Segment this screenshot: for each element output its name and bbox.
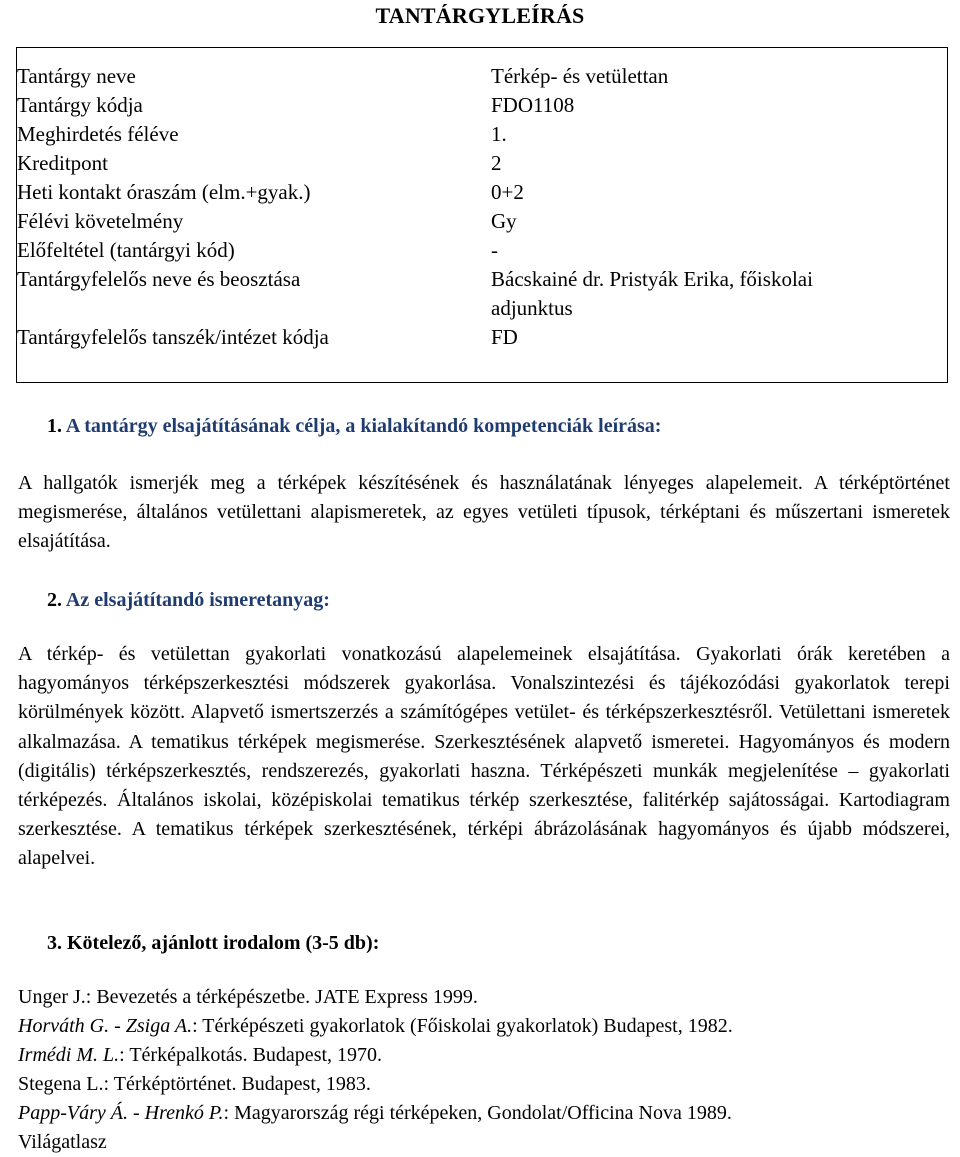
literature-item	[18, 1099, 950, 1128]
meta-label: Tantárgyfelelős neve és beosztása	[17, 267, 301, 291]
literature-title: Bevezetés a térképészetbe. JATE Express 1999.	[96, 986, 478, 1008]
literature-author: Irmédi M. L.	[18, 1044, 120, 1066]
meta-row	[17, 91, 947, 120]
literature-list	[18, 983, 950, 1157]
meta-row	[17, 62, 947, 91]
section-title: Kötelező, ajánlott irodalom (3-5 db):	[67, 932, 380, 954]
literature-author: Horváth G. - Zsiga A.	[18, 1015, 193, 1037]
meta-row	[17, 178, 947, 207]
section-number: 1.	[47, 415, 62, 437]
meta-value: Bácskainé dr. Pristyák Erika, főiskolai adjunktus	[491, 267, 813, 320]
section-1-heading	[47, 412, 661, 440]
literature-item	[18, 983, 950, 1012]
section-number: 2.	[47, 589, 62, 611]
literature-item	[18, 1070, 950, 1099]
literature-author: Unger J.	[18, 986, 86, 1008]
meta-value: Térkép- és vetülettan	[491, 64, 669, 88]
meta-row	[17, 149, 947, 178]
meta-label: Meghirdetés féléve	[17, 122, 179, 146]
literature-item	[18, 1041, 950, 1070]
meta-row	[17, 236, 947, 265]
meta-label: Tantárgy neve	[17, 64, 136, 88]
meta-value: 0+2	[491, 180, 524, 204]
section-2-heading	[47, 586, 330, 614]
literature-title: Világatlasz	[18, 1131, 107, 1153]
meta-row	[17, 207, 947, 236]
section-2-text: A térkép- és vetülettan gyakorlati vonatkozású alapelemeinek elsajátítása. Gyakorlati órák keretében a hagyományos térképszerkesztési módszerek gyakorlása. Vonalszintezési és tájékozódási gyakorlatok terepi körülmények között. Alapvető ismertszerzés a számítógépes vetület- és térképszerkesztésről. Vetülettani ismeretek alkalmazása. A tematikus térképek megismerése. Szerkesztésének alapvető ismeretei. Hagyományos és modern (digitális) térképszerkesztés, rendszerezés, gyakorlati haszna. Térképészeti munkák megjelenítése – gyakorlati térképezés. Általános iskolai, középiskolai tematikus térkép szerkesztése, falitérkép sajátosságai. Kartodiagram szerkesztése. A tematikus térképek szerkesztésének, térképi ábrázolásának hagyományos és újabb módszerei, alapelvei.	[18, 643, 950, 870]
literature-title: Térképtörténet. Budapest, 1983.	[113, 1073, 371, 1095]
meta-value: 2	[491, 151, 502, 175]
literature-title: Térképalkotás. Budapest, 1970.	[129, 1044, 383, 1066]
meta-label: Tantárgyfelelős tanszék/intézet kódja	[17, 325, 329, 349]
literature-separator: :	[192, 1015, 203, 1037]
section-title: A tantárgy elsajátításának célja, a kialakítandó kompetenciák leírása:	[65, 415, 662, 437]
meta-label: Előfeltétel (tantárgyi kód)	[17, 238, 235, 262]
section-title: Az elsajátítandó ismeretanyag:	[65, 589, 330, 611]
meta-label: Heti kontakt óraszám (elm.+gyak.)	[17, 180, 311, 204]
meta-value: FD	[491, 325, 518, 349]
meta-row	[17, 120, 947, 149]
literature-item	[18, 1012, 950, 1041]
literature-title: Magyarország régi térképeken, Gondolat/Officina Nova 1989.	[234, 1102, 732, 1124]
course-metadata-box	[16, 47, 948, 383]
section-1-text: A hallgatók ismerjék meg a térképek készítésének és használatának lényeges alapelemeit. A térképtörténet megismerése, általános vetülettani alapismeretek, az egyes vetületi típusok, térképtani és műszertani ismeretek elsajátítása.	[18, 472, 950, 553]
document-title: TANTÁRGYLEÍRÁS	[375, 3, 585, 28]
literature-separator: :	[85, 986, 97, 1008]
meta-value: FDO1108	[491, 93, 575, 117]
meta-label: Tantárgy kódja	[17, 93, 143, 117]
section-number: 3.	[47, 932, 62, 954]
meta-row	[17, 323, 947, 352]
literature-author: Papp-Váry Á. - Hrenkó P.	[18, 1102, 224, 1124]
literature-title: Térképészeti gyakorlatok (Főiskolai gyakorlatok) Budapest, 1982.	[202, 1015, 733, 1037]
meta-label: Félévi követelmény	[17, 209, 184, 233]
meta-label: Kreditpont	[17, 151, 108, 175]
literature-author: Stegena L.	[18, 1073, 104, 1095]
literature-separator: :	[103, 1073, 114, 1095]
meta-value: Gy	[491, 209, 517, 233]
literature-separator: :	[119, 1044, 130, 1066]
meta-value: 1.	[491, 122, 507, 146]
literature-item	[18, 1128, 950, 1157]
meta-row	[17, 265, 947, 323]
section-3-heading	[47, 929, 379, 957]
meta-value: -	[491, 238, 498, 262]
literature-separator: :	[223, 1102, 235, 1124]
